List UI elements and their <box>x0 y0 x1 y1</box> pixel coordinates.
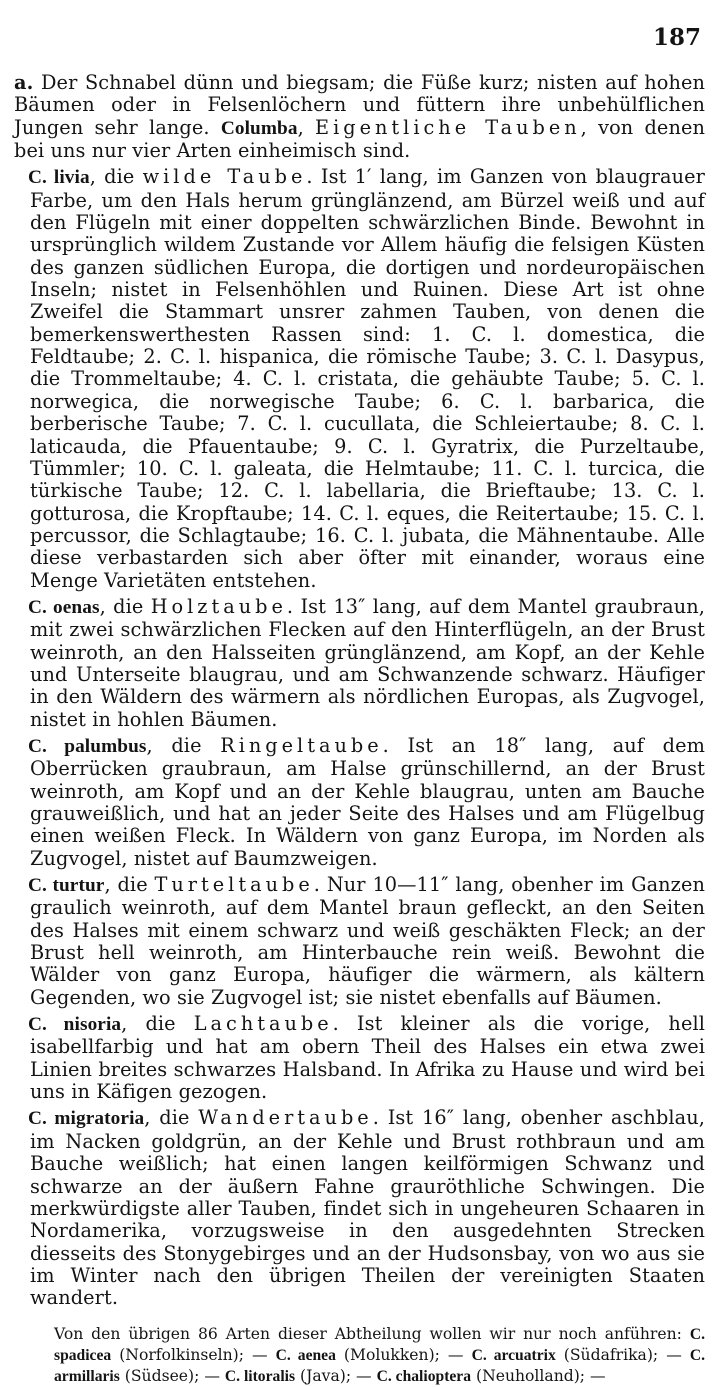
species-common-name: Turteltaube <box>154 873 314 897</box>
species-common-name: Ringeltaube <box>220 733 383 757</box>
species-latin-name: C. migratoria <box>28 1108 145 1130</box>
species-entry: C. livia, die wilde Taube. Ist 1′ lang, im Ganzen von blaugrauer Farbe, um den Hals herum grünglänzend, am Bürzel weiß und auf den Flügeln mit einer doppelten schwärzlichen Binde. Bewohnt in ursprünglich wildem Zustande vor Allem häufig die felsigen Küsten des ganzen südlichen Europa, die dortigen und nordeuropäischen Inseln; nistet in Felsenhöhlen und Ruinen. Diese Art ist ohne Zweifel die Stammart unsrer zahmen Tauben, von denen die bemerkenswerthesten Rassen sind: 1. C. l. domestica, die Feldtaube; 2. C. l. hispanica, die römische Taube; 3. C. l. Dasypus, die Trommeltaube; 4. C. l. cristata, die gehäubte Taube; 5. C. l. norwegica, die norwegische Taube; 6. C. l. barbarica, die berberische Taube; 7. C. l. cucullata, die Schleiertaube; 8. C. l. laticauda, die Pfauentaube; 9. C. l. Gyratrix, die Purzeltaube, Tümmler; 10. C. l. galeata, die Helmtaube; 11. C. l. turcica, die türkische Taube; 12. C. l. labellaria, die Brieftaube; 13. C. l. gotturosa, die Kropftaube; 14. C. l. eques, die Reitertaube; 15. C. l. percussor, die Schlagtaube; 16. C. l. jubata, die Mähnentaube. Alle diese verbastarden sich aber öfter mit einander, woraus eine Menge Varietäten entstehen. <box>28 165 705 592</box>
species-common-name: Holztaube <box>150 594 287 618</box>
footnote <box>14 1324 705 1387</box>
footnote-species-region: (Neuholland); — <box>471 1367 606 1386</box>
species-common-name: Lachtaube <box>193 1012 333 1036</box>
species-common-name: wilde Taube <box>142 165 307 189</box>
page-body <box>14 72 705 1387</box>
species-description: . Ist 13″ lang, auf dem Mantel graubraun, mit zwei schwärzlichen Flecken auf den Hinterflügeln, an der Brust weinroth, an den Halsseiten grünglänzend, am Kopf, an der Kehle und Unterseite blaugrau, und am Schwanzende schwarz. Häufiger in den Wäldern des wärmern als nördlichen Europas, als Zugvogel, nistet in hohlen Bäumen. <box>30 594 705 731</box>
species-description: . Nur 10—11″ lang, obenher im Ganzen graulich weinroth, auf dem Mantel braun gefleckt, an den Seiten des Halses mit einem schwarz und weiß geschäkten Fleck; an der Brust hell weinroth, am Hinterbauche rein weiß. Bewohnt die Wälder von ganz Europa, häufiger die wärmern, als kältern Gegenden, wo sie Zugvogel ist; sie nistet ebenfalls auf Bäumen. <box>30 873 705 1009</box>
genus-name: Columba <box>220 117 298 139</box>
species-entry: C. turtur, die Turteltaube. Nur 10—11″ lang, obenher im Ganzen graulich weinroth, auf dem Mantel braun gefleckt, an den Seiten des Halses mit einem schwarz und weiß geschäkten Fleck; an der Brust hell weinroth, am Hinterbauche rein weiß. Bewohnt die Wälder von ganz Europa, häufiger die wärmern, als kältern Gegenden, wo sie Zugvogel ist; sie nistet ebenfalls auf Bäumen. <box>28 873 705 1009</box>
footnote-species-region: (Norfolkinseln); — <box>111 1345 276 1364</box>
footnote-species-name: C. spadicea <box>54 1325 705 1364</box>
species-latin-name: C. oenas <box>28 596 100 618</box>
species-description: . Ist 1′ lang, im Ganzen von blaugrauer Farbe, um den Hals herum grünglänzend, am Bürzel weiß und auf den Flügeln mit einer doppelten schwärzlichen Binde. Bewohnt in ursprünglich wildem Zustande vor Allem häufig die felsigen Küsten des ganzen südlichen Europa, die dortigen und nordeuropäischen Inseln; nistet in Felsenhöhlen und Ruinen. Diese Art ist ohne Zweifel die Stammart unsrer zahmen Tauben, von denen die bemerkenswerthesten Rassen sind: 1. C. l. domestica, die Feldtaube; 2. C. l. hispanica, die römische Taube; 3. C. l. Dasypus, die Trommeltaube; 4. C. l. cristata, die gehäubte Taube; 5. C. l. norwegica, die norwegische Taube; 6. C. l. barbarica, die berberische Taube; 7. C. l. cucullata, die Schleiertaube; 8. C. l. laticauda, die Pfauentaube; 9. C. l. Gyratrix, die Purzeltaube, Tümmler; 10. C. l. galeata, die Helmtaube; 11. C. l. turcica, die türkische Taube; 12. C. l. labellaria, die Brieftaube; 13. C. l. gotturosa, die Kropftaube; 14. C. l. eques, die Reitertaube; 15. C. l. percussor, die Schlagtaube; 16. C. l. jubata, die Mähnentaube. Alle diese verbastarden sich aber öfter mit einander, woraus eine Menge Varietäten entstehen. <box>30 165 705 592</box>
footnote-lead: Von den übrigen 86 Arten dieser Abtheilung wollen wir nur noch anführen: <box>54 1324 690 1343</box>
page-number: 187 <box>652 24 701 51</box>
species-description: . Ist kleiner als die vorige, hell isabellfarbig und hat am obern Theil des Halses ein etwa zwei Linien breites schwarzes Halsband. In Afrika zu Hause und wird bei uns in Käfigen gezogen. <box>30 1012 705 1104</box>
species-common-name: Wandertaube <box>198 1106 373 1130</box>
footnote-species-name: C. aenea <box>275 1346 336 1364</box>
species-description: . Ist an 18″ lang, auf dem Oberrücken graubraun, am Halse grünschillernd, an der Brust weinroth, am Kopf und an der Kehle blaugrau, unten am Bauche grauweißlich, und hat an jeder Seite des Halses und am Flügelbug einen weißen Fleck. In Wäldern von ganz Europa, im Norden als Zugvogel, nistet auf Baumzweigen. <box>30 733 705 870</box>
species-latin-name: C. livia <box>28 167 90 189</box>
species-latin-name: C. turtur <box>28 875 105 897</box>
footnote-species-region: (Java); — <box>295 1367 377 1386</box>
species-description: . Ist 16″ lang, obenher aschblau, im Nacken goldgrün, an der Kehle und Brust rothbraun und am Bauche weißlich; hat einen langen keilförmigen Schwanz und schwarze an der äußern Fahne grauröthliche Schwingen. Die merkwürdigste aller Tauben, findet sich in ungeheuren Schaaren in Nordamerika, vorzugsweise in den ausgedehnten Strecken diesseits des Stonygebirges und an der Hudsonsbay, von wo aus sie im Winter nach den übrigen Theilen der vereinigten Staaten wandert. <box>30 1106 705 1310</box>
footnote-species-name: C. litoralis <box>224 1368 296 1386</box>
species-latin-name: C. nisoria <box>28 1014 122 1036</box>
footnote-species-name: C. armillaris <box>54 1346 705 1386</box>
footnote-species-region: (Südsee); — <box>119 1367 225 1386</box>
species-entry: C. nisoria, die Lachtaube. Ist kleiner als die vorige, hell isabellfarbig und hat am obern Theil des Halses ein etwa zwei Linien breites schwarzes Halsband. In Afrika zu Hause und wird bei uns in Käfigen gezogen. <box>28 1012 705 1104</box>
footnote-species-name: C. arcuatrix <box>471 1346 556 1364</box>
species-entry: C. oenas, die Holztaube. Ist 13″ lang, auf dem Mantel graubraun, mit zwei schwärzlichen Flecken auf den Hinterflügeln, an der Brust weinroth, an den Halsseiten grünglänzend, am Kopf, an der Kehle und Unterseite blaugrau, und am Schwanzende schwarz. Häufiger in den Wäldern des wärmern als nördlichen Europas, als Zugvogel, nistet in hohlen Bäumen. <box>28 594 705 731</box>
intro-text: Der Schnabel dünn und biegsam; die Füße kurz; nisten auf hohen Bäumen oder in Felsenlöchern und füttern ihre unbehülflichen Jungen sehr lange. <box>14 71 705 139</box>
species-entry: C. palumbus, die Ringeltaube. Ist an 18″ lang, auf dem Oberrücken graubraun, am Halse grünschillernd, an der Brust weinroth, am Kopf und an der Kehle blaugrau, unten am Bauche grauweißlich, und hat an jeder Seite des Halses und am Flügelbug einen weißen Fleck. In Wäldern von ganz Europa, im Norden als Zugvogel, nistet auf Baumzweigen. <box>28 733 705 870</box>
species-list <box>14 166 705 1309</box>
intro-paragraph: a. Der Schnabel dünn und biegsam; die Füße kurz; nisten auf hohen Bäumen oder in Felsenlöchern und füttern ihre unbehülflichen Jungen sehr lange. Columba, Eigentliche Tauben, von denen bei uns nur vier Arten einheimisch sind. <box>14 71 705 163</box>
species-entry: C. migratoria, die Wandertaube. Ist 16″ lang, obenher aschblau, im Nacken goldgrün, an der Kehle und Brust rothbraun und am Bauche weißlich; hat einen langen keilförmigen Schwanz und schwarze an der äußern Fahne grauröthliche Schwingen. Die merkwürdigste aller Tauben, findet sich in ungeheuren Schaaren in Nordamerika, vorzugsweise in den ausgedehnten Strecken diesseits des Stonygebirges und an der Hudsonsbay, von wo aus sie im Winter nach den übrigen Theilen der vereinigten Staaten wandert. <box>28 1106 705 1310</box>
species-latin-name: C. palumbus <box>28 735 147 757</box>
section-label: a. <box>14 71 34 94</box>
genus-common-name: Eigentliche Tauben <box>315 115 581 139</box>
footnote-species-region: (Südafrika); — <box>555 1345 690 1364</box>
footnote-species-region: (Molukken); — <box>335 1345 472 1364</box>
footnote-species-name: C. chalioptera <box>376 1368 472 1386</box>
